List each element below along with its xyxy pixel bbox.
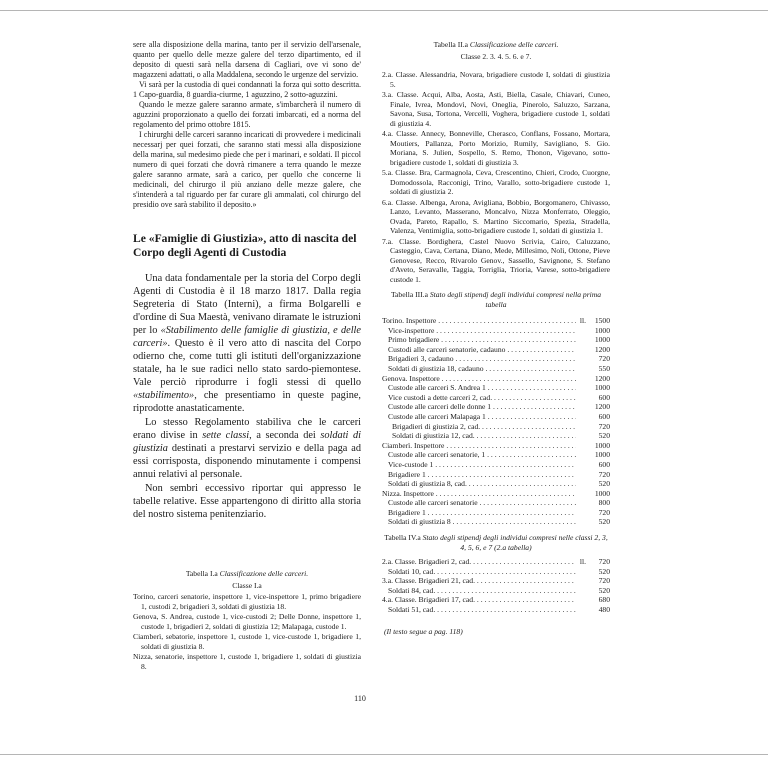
top-rule: [0, 10, 768, 11]
row-currency: [576, 498, 586, 508]
table-row: [382, 316, 610, 326]
row-label: Custode alle carceri S. Andrea 1 . . .: [382, 383, 576, 393]
section-body: [133, 272, 361, 521]
row-currency: [576, 508, 586, 518]
row-value: 600: [598, 459, 610, 469]
table-4-rows: [382, 557, 610, 615]
table-entry: 6.a. Classe. Albenga, Arona, Avigliana, Bobbio, Borgomanero, Chivasso, Lanzo, Levanto, Masserano, Moncalvo, Nizza Monferrato, Oleggio, Ovada, Pareto, Rapallo, S. Martino Siccomario, Spezia, Stradella, Valenza, Ventimiglia, sotto-brigadiere custode 1, soldati di giustizia 1.: [382, 197, 610, 235]
table-entry: 4.a. Classe. Annecy, Bonneville, Cherasco, Conflans, Fossano, Mortara, Moutiers, Pallanza, Porto Morizio, Rumily, Savigliano, S. Gio. Moriana, S. Julien, Sospello, S. Remo, Thonon, Vigevano, sotto-brigadiere custode 1, soldati di giustizia 3.: [382, 129, 610, 167]
row-currency: [576, 412, 586, 422]
intro-paragraph: Quando le mezze galere saranno armate, s'imbarcherà il numero di aguzzini proporzionato a quello dei forzati imbarcati, ed a norma del regolamento del primo ottobre 1815.: [133, 100, 361, 129]
row-currency: [576, 489, 586, 499]
row-value: 520: [598, 431, 610, 441]
row-value: 520: [598, 585, 610, 595]
table-row: [382, 460, 610, 470]
body-paragraph-1: [133, 272, 361, 415]
row-label: Custode alle carceri Malapaga 1 . . .: [382, 412, 576, 422]
row-label: Soldati 10, cad. . . .: [382, 567, 576, 577]
table-row: [382, 470, 610, 480]
table-row: [382, 479, 610, 489]
intro-paragraph: Vi sarà per la custodia di quei condannati la forza qui sotto descritta. 1 Capo-guardia, 8 guardia-ciurme, 1 aguzzino, 2 sotto-aguzzini.: [133, 80, 361, 99]
row-label: Nizza. Inspettore . . .: [382, 489, 576, 499]
row-currency: [576, 393, 586, 403]
row-label: Torino. Inspettore . . .: [382, 316, 576, 326]
row-value: 720: [598, 576, 610, 586]
body-text: , che presentiamo in queste pagine, riprodotte anastaticamente.: [133, 390, 361, 414]
caption-prefix: Tabella IV.a: [384, 533, 423, 543]
table-row: [382, 335, 610, 345]
body-text: , a seconda dei: [249, 430, 321, 441]
intro-paragraph: sere alla disposizione della marina, tanto per il servizio dell'arsenale, quanto per quello delle mezze galere del terzo dipartimento, ed il deposito di questi sarà nella darsena di Cagliari, ove vi sono de' magazzeni adattati, o alla Maddalena, secondo le urgenze del servizio.: [133, 40, 361, 79]
table-entry: 3.a. Classe. Acqui, Alba, Aosta, Asti, Biella, Casale, Chiavari, Cuneo, Finale, Ivrea, Mondovì, Novi, Oneglia, Pinerolo, Saluzzo, Sarzana, Savona, Susa, Tortona, Vercelli, Voghera, brigadiere custode 1, soldati di giustizia 4.: [382, 90, 610, 128]
row-value: 1000: [594, 488, 610, 498]
row-currency: [576, 422, 586, 432]
table-row: [382, 576, 610, 586]
row-currency: [576, 326, 586, 336]
body-text: Una data fondamentale per la storia del Corpo degli Agenti di Custodia è il 18 marzo 1817. Dalla regia Segreteria di Stato (Interni), a firma Bolgarelli e d'ordine di Sua Maestà, venivano diramate le istruzioni per lo: [133, 273, 361, 336]
row-currency: [576, 595, 586, 605]
row-label: Brigadiere 1 . . .: [382, 508, 576, 518]
table-row: [382, 431, 610, 441]
row-label: Brigadiere 1 . . .: [382, 470, 576, 480]
row-currency: [576, 450, 586, 460]
table-row: [382, 412, 610, 422]
row-value: 720: [598, 507, 610, 517]
table-row: [382, 393, 610, 403]
table-1: [133, 569, 361, 671]
row-value: 1000: [594, 383, 610, 393]
row-label: Custodi alle carceri senatorie, cadauno . . .: [382, 345, 576, 355]
row-value: 720: [598, 354, 610, 364]
row-label: 3.a. Classe. Brigadieri 21, cad. . . .: [382, 576, 576, 586]
table-row: [382, 498, 610, 508]
row-currency: [576, 460, 586, 470]
table-3-rows: [382, 316, 610, 527]
table-entry: Genova, S. Andrea, custode 1, vice-custodi 2; Delle Donne, inspettore 1, custode 1, brigadieri 2, soldati di giustizia 12; Malapaga, custode 1.: [133, 612, 361, 631]
table-class-label: Classe 2. 3. 4. 5. 6. e 7.: [460, 52, 532, 61]
row-currency: [576, 576, 586, 586]
row-value: 520: [598, 517, 610, 527]
caption-italic: Classificazione delle carceri.: [469, 40, 559, 49]
table-caption: [382, 533, 610, 553]
table-row: [382, 326, 610, 336]
row-value: 1200: [594, 373, 610, 383]
row-currency: [576, 431, 586, 441]
row-label: Soldati di giustizia 18, cadauno . . .: [382, 364, 576, 374]
body-text: . Questo è il vero atto di nascita del Corpo odierno che, come tutti gli istituti dell'organizzazione statale, ha le sue radici nello stato sardo-piemontese. Vale perciò riprodurre i fogli stessi di quello: [133, 338, 361, 388]
row-currency: [576, 345, 586, 355]
table-row: [382, 508, 610, 518]
row-currency: ll.: [579, 316, 586, 325]
bottom-rule: [0, 754, 768, 755]
row-label: Ciamberì. Inspettore . . .: [382, 441, 576, 451]
body-italic: soldati di giustizia: [133, 430, 362, 454]
table-row: [382, 605, 610, 615]
row-value: 720: [598, 557, 610, 567]
row-label: Custode alle carceri senatorie, 1 . . .: [382, 450, 576, 460]
body-paragraph-3: Non sembri eccessivo riportar qui appresso le tabelle relative. Esse appartengono di diritto alla storia del nostro sistema penitenziario.: [133, 483, 361, 520]
row-label: Soldati di giustizia 12, cad. . . .: [382, 431, 576, 441]
row-value: 520: [598, 566, 610, 576]
table-class-label: Classe I.a: [232, 581, 262, 590]
row-label: Soldati 51, cad. . . .: [382, 605, 576, 615]
body-paragraph-2: [133, 416, 361, 481]
row-label: Soldati di giustizia 8 . . .: [382, 517, 576, 527]
table-row: [382, 364, 610, 374]
row-value: 520: [598, 479, 610, 489]
table-2: [382, 40, 610, 284]
row-currency: [576, 441, 586, 451]
table-row: [382, 586, 610, 596]
row-value: 600: [598, 392, 610, 402]
row-value: 1200: [594, 344, 610, 354]
row-value: 800: [598, 498, 610, 508]
caption-prefix: Tabella I.a: [185, 569, 220, 578]
body-italic: «stabilimento»: [133, 390, 195, 401]
row-value: 1000: [594, 450, 610, 460]
row-label: Vice custodi a dette carceri 2, cad. . . .: [382, 393, 576, 403]
row-label: 2.a. Classe. Brigadieri 2, cad. . . .: [382, 557, 576, 567]
table-row: [382, 402, 610, 412]
table-4: [382, 533, 610, 615]
row-label: 4.a. Classe. Brigadieri 17, cad. . . .: [382, 595, 576, 605]
row-label: Soldati di giustizia 8, cad. . . .: [382, 479, 576, 489]
row-currency: [576, 364, 586, 374]
row-label: Custode alle carceri senatorie . . .: [382, 498, 576, 508]
row-currency: [576, 517, 586, 527]
caption-italic: Classificazione delle carceri.: [219, 569, 309, 578]
row-currency: [576, 567, 586, 577]
row-value: 680: [598, 595, 610, 605]
table-row: [382, 557, 610, 567]
body-text: Lo stesso Regolamento stabiliva che le carceri erano divise in: [133, 417, 361, 441]
row-label: Soldati 84, cad. . . .: [382, 586, 576, 596]
row-currency: [576, 335, 586, 345]
row-label: Vice-inspettore . . .: [382, 326, 576, 336]
table-entry: 5.a. Classe. Bra, Carmagnola, Ceva, Crescentino, Chieri, Crodo, Cuorgne, Domodossola, Racconigi, Trino, Varallo, sotto-brigadiere custode 1, soldati di giustizia 2.: [382, 168, 610, 196]
row-currency: [576, 470, 586, 480]
row-value: 720: [598, 421, 610, 431]
table-row: [382, 517, 610, 527]
row-currency: [576, 383, 586, 393]
row-label: Primo brigadiere . . .: [382, 335, 576, 345]
table-3: [382, 290, 610, 527]
table-row: [382, 374, 610, 384]
continuation-note: (Il testo segue a pag. 118): [384, 626, 463, 636]
caption-italic: Stato degli stipendj degli individui compresi nelle classi 2, 3, 4, 5, 6, e 7 (2.a tabella): [422, 533, 608, 553]
page-number: 110: [354, 694, 366, 703]
row-value: 600: [598, 411, 610, 421]
row-value: 550: [598, 363, 610, 373]
intro-paragraph: I chirurghi delle carceri saranno incaricati di provvedere i medicinali necessarj per quei forzati, che saranno stati messi alla disposizione della marina, sul medesimo piede che per i marinari, e soldati. Il piccol numero di quei forzati che dovrà rimanere a terra quando le mezze galere saranno armate, sarà a carico, per quello che concerne li medicinali, del chirurgo il più anziano delle mezze galere, che s'intenderà a tal riguardo per far curare gli ammalati, col chirurgo del presidio ove sarà stabilito il deposito.»: [133, 130, 361, 209]
row-value: 1000: [594, 335, 610, 345]
table-caption: [133, 569, 361, 579]
body-italic: «Stabilimento delle famiglie di giustizia, e delle carceri»: [133, 325, 361, 349]
row-label: Vice-custode 1 . . .: [382, 460, 576, 470]
table-row: [382, 354, 610, 364]
table-row: [382, 567, 610, 577]
right-column: [382, 40, 610, 636]
table-caption: [382, 290, 610, 310]
row-label: Genova. Inspettore . . .: [382, 374, 576, 384]
caption-prefix: Tabella II.a: [433, 40, 470, 49]
row-label: Brigadieri 3, cadauno . . .: [382, 354, 576, 364]
table-row: [382, 595, 610, 605]
row-value: 720: [598, 469, 610, 479]
table-row: [382, 422, 610, 432]
table-entry: Ciamberì, sebatorie, inspettore 1, custode 1, vice-custode 1, brigadiere 1, soldati di giustizia 8.: [133, 632, 361, 651]
row-currency: [576, 479, 586, 489]
table-row: [382, 345, 610, 355]
row-currency: ll.: [579, 557, 586, 567]
table-caption: [382, 40, 610, 50]
row-currency: [576, 402, 586, 412]
table-row: [382, 383, 610, 393]
caption-italic: Stato degli stipendj degli individui compresi nella prima tabella: [429, 290, 602, 309]
left-column: [133, 40, 361, 671]
caption-prefix: Tabella III.a: [390, 290, 430, 299]
intro-text: [133, 40, 361, 210]
section-heading: Le «Famiglie di Giustizia», atto di nascita del Corpo degli Agenti di Custodia: [133, 232, 357, 259]
row-label: Custode alle carceri delle donne 1 . . .: [382, 402, 576, 412]
table-entry: 2.a. Classe. Alessandria, Novara, brigadiere custode I, soldati di giustizia 5.: [382, 70, 610, 89]
table-entry: 7.a. Classe. Bordighera, Castel Nuovo Scrivia, Cairo, Caluzzano, Casteggio, Cava, Certana, Diano, Mede, Millesimo, Noli, Ottone, Pieve Genovese, Recco, Rivarolo Genov., Sassello, Savignone, S. Stefano d'Aveto, Seravalle, Taggia, Torriglia, Trioria, Varese, sotto-brigadiere custode 1.: [382, 236, 610, 284]
row-value: 1000: [594, 325, 610, 335]
table-entry: Nizza, senatorie, inspettore 1, custode 1, brigadiere 1, soldati di giustizia 8.: [133, 652, 361, 671]
row-currency: [576, 605, 586, 615]
row-value: 1200: [594, 402, 610, 412]
row-currency: [576, 374, 586, 384]
row-value: 1000: [594, 440, 610, 450]
table-entry: Torino, carceri senatorie, inspettore 1, vice-inspettore 1, primo brigadiere 1, custodi 2, brigadieri 3, soldati di giustizia 18.: [133, 592, 361, 611]
table-row: [382, 489, 610, 499]
row-label: Brigadieri di giustizia 2, cad. . . .: [382, 422, 576, 432]
row-value: 480: [598, 605, 610, 615]
table-row: [382, 441, 610, 451]
body-italic: sette classi: [202, 430, 250, 441]
table-row: [382, 450, 610, 460]
body-text: destinati a prestarvi servizio e della paga ad essi corrisposta, disponendo minutamente i compensi annui relativi al personale.: [133, 443, 361, 480]
row-currency: [576, 354, 586, 364]
row-currency: [576, 586, 586, 596]
row-value: 1500: [594, 316, 610, 325]
